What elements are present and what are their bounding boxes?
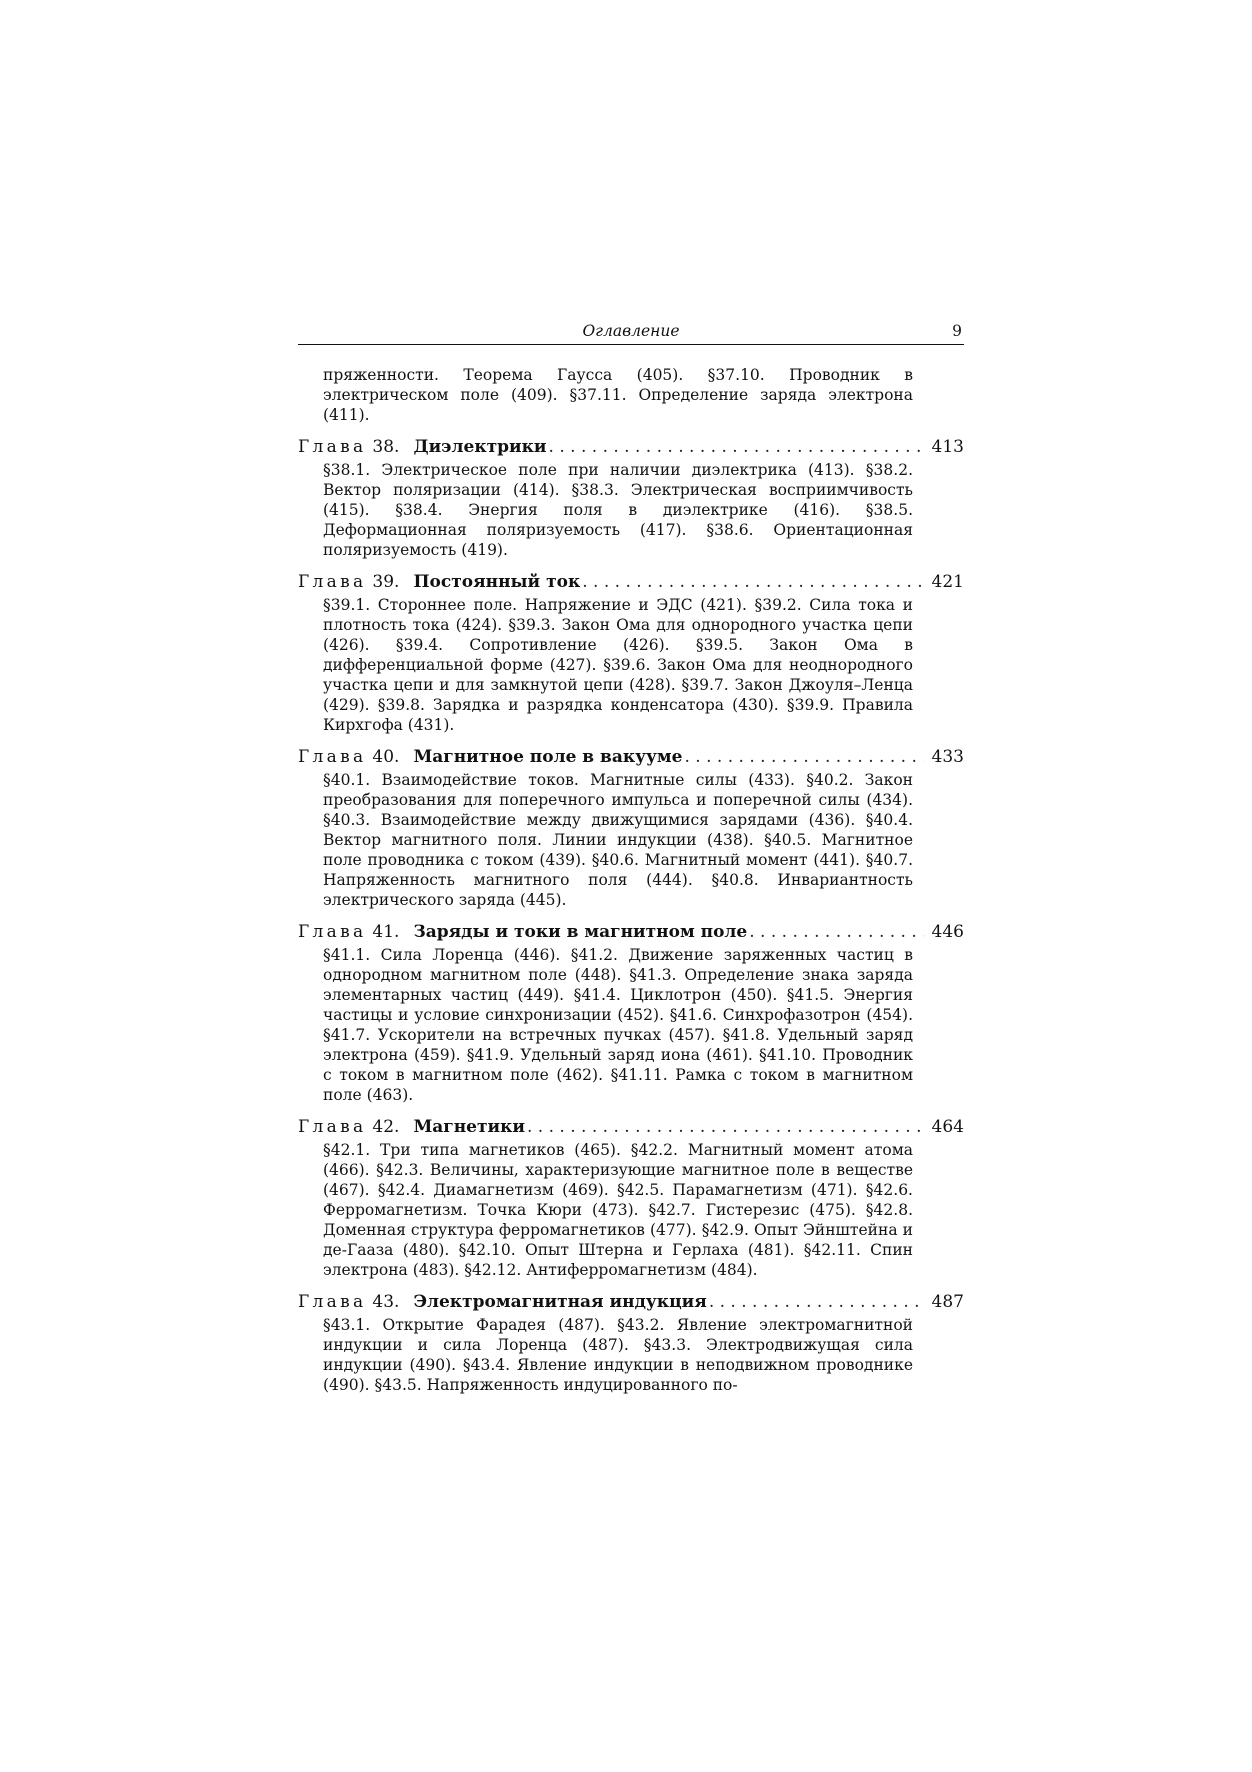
- chapter-page: 464: [931, 1117, 964, 1137]
- chapter-label: Глава: [298, 1292, 367, 1312]
- chapter-title: Магнитное поле в вакууме: [413, 747, 683, 767]
- dot-leader: [685, 746, 925, 768]
- chapter-42: [298, 1116, 964, 1280]
- chapter-heading: [298, 921, 964, 943]
- dot-leader: [549, 436, 924, 458]
- chapter-sections: §40.1. Взаимодействие токов. Магнитные силы (433). §40.2. Закон преобразования для поперечного импульса и поперечной силы (434). §40.3. Взаимодействие между движущимися зарядами (436). §40.4. Вектор магнитного поля. Линии индукции (438). §40.5. Магнитное поле проводника с током (439). §40.6. Магнитный момент (441). §40.7. Напряженность магнитного поля (444). §40.8. Инвариантность электрического заряда (445).: [323, 771, 913, 909]
- chapter-label: Глава: [298, 922, 367, 942]
- chapter-sections: §43.1. Открытие Фарадея (487). §43.2. Явление электромагнитной индукции и сила Лоренца (487). §43.3. Электродвижущая сила индукции (490). §43.4. Явление индукции в неподвижном проводнике (490). §43.5. Напряженность индуцированного по-: [323, 1316, 913, 1394]
- chapter-heading: [298, 1291, 964, 1313]
- chapter-number: 38.: [372, 437, 400, 457]
- table-of-contents: [298, 365, 964, 1395]
- book-page: [298, 318, 964, 1395]
- chapter-sections: §42.1. Три типа магнетиков (465). §42.2. Магнитный момент атома (466). §42.3. Величины, характеризующие магнитное поле в веществе (467). §42.4. Диамагнетизм (469). §42.5. Парамагнетизм (471). §42.6. Ферромагнетизм. Точка Кюри (473). §42.7. Гистерезис (475). §42.8. Доменная структура ферромагнетиков (477). §42.9. Опыт Эйнштейна и де-Гааза (480). §42.10. Опыт Штерна и Герлаха (481). §42.11. Спин электрона (483). §42.12. Антиферромагнетизм (484).: [323, 1141, 913, 1279]
- chapter-label: Глава: [298, 437, 367, 457]
- dot-leader: [749, 921, 924, 943]
- chapter-number: 43.: [372, 1292, 400, 1312]
- chapter-label: Глава: [298, 747, 367, 767]
- chapter-page: 421: [931, 572, 964, 592]
- chapter-title: Постоянный ток: [413, 572, 581, 592]
- chapter-number: 39.: [372, 572, 400, 592]
- running-head: [298, 318, 964, 345]
- chapter-number: 42.: [372, 1117, 400, 1137]
- chapter-sections: §38.1. Электрическое поле при наличии диэлектрика (413). §38.2. Вектор поляризации (414). §38.3. Электрическая восприимчивость (415). §38.4. Энергия поля в диэлектрике (416). §38.5. Деформационная поляризуемость (417). §38.6. Ориентационная поляризуемость (419).: [323, 461, 913, 559]
- page-number: 9: [952, 322, 962, 340]
- chapter-39: [298, 571, 964, 735]
- chapter-number: 41.: [372, 922, 400, 942]
- chapter-title: Электромагнитная индукция: [413, 1292, 707, 1312]
- chapter-page: 413: [931, 437, 964, 457]
- chapter-sections: §39.1. Стороннее поле. Напряжение и ЭДС (421). §39.2. Сила тока и плотность тока (424). §39.3. Закон Ома для однородного участка цепи (426). §39.4. Сопротивление (426). §39.5. Закон Ома в дифференциальной форме (427). §39.6. Закон Ома для неоднородного участка цепи и для замкнутой цепи (428). §39.7. Закон Джоуля–Ленца (429). §39.8. Зарядка и разрядка конденсатора (430). §39.9. Правила Кирхгофа (431).: [323, 596, 913, 734]
- continued-sections: пряженности. Теорема Гаусса (405). §37.10. Проводник в электрическом поле (409). §37.11. Определение заряда электрона (411).: [323, 366, 913, 424]
- dot-leader: [527, 1116, 924, 1138]
- chapter-40: [298, 746, 964, 910]
- chapter-41: [298, 921, 964, 1105]
- chapter-43: [298, 1291, 964, 1395]
- dot-leader: [709, 1291, 924, 1313]
- chapter-heading: [298, 1116, 964, 1138]
- chapter-heading: [298, 746, 964, 768]
- chapter-sections: §41.1. Сила Лоренца (446). §41.2. Движение заряженных частиц в однородном магнитном поле (448). §41.3. Определение знака заряда элементарных частиц (449). §41.4. Циклотрон (450). §41.5. Энергия частицы и условие синхронизации (452). §41.6. Синхрофазотрон (454). §41.7. Ускорители на встречных пучках (457). §41.8. Удельный заряд электрона (459). §41.9. Удельный заряд иона (461). §41.10. Проводник с током в магнитном поле (462). §41.11. Рамка с током в магнитном поле (463).: [323, 946, 913, 1104]
- chapter-page: 446: [931, 922, 964, 942]
- chapter-label: Глава: [298, 1117, 367, 1137]
- chapter-heading: [298, 436, 964, 458]
- chapter-heading: [298, 571, 964, 593]
- running-title: Оглавление: [582, 322, 680, 340]
- chapter-label: Глава: [298, 572, 367, 592]
- chapter-title: Магнетики: [413, 1117, 525, 1137]
- chapter-page: 487: [931, 1292, 964, 1312]
- chapter-title: Заряды и токи в магнитном поле: [413, 922, 748, 942]
- dot-leader: [582, 571, 924, 593]
- chapter-number: 40.: [372, 747, 400, 767]
- chapter-page: 433: [931, 747, 964, 767]
- chapter-title: Диэлектрики: [413, 437, 547, 457]
- chapter-38: [298, 436, 964, 560]
